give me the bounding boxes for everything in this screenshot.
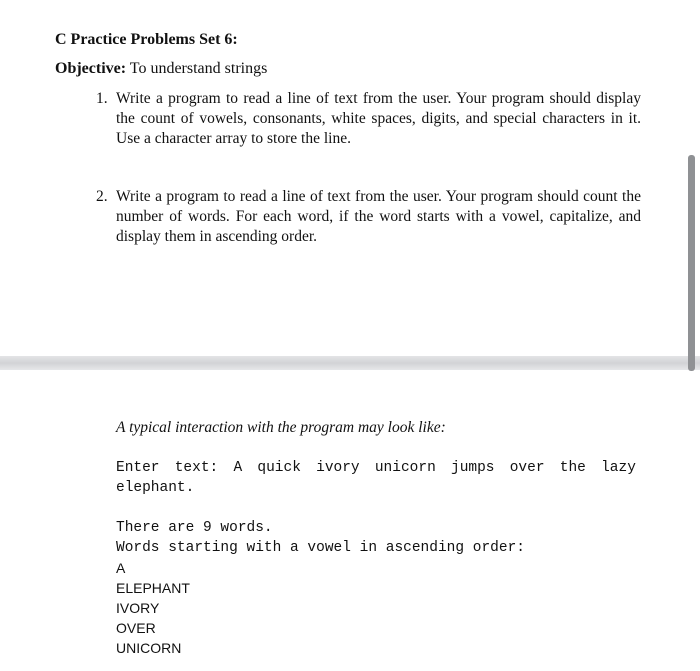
page-title: C Practice Problems Set 6:: [55, 31, 238, 48]
sample-input-line: [116, 458, 636, 478]
list-item: ELEPHANT: [116, 580, 190, 596]
input-word: unicorn: [374, 460, 436, 476]
problem-text: Write a program to read a line of text from the user. Your program should display the count of vowels, consonants, white spaces, digits, and special characters in it. Use a character array to store the line.: [116, 90, 641, 147]
list-item: UNICORN: [116, 640, 182, 656]
scrollbar-thumb[interactable]: [688, 155, 695, 371]
list-item: IVORY: [116, 600, 160, 616]
sample-input-continued: elephant.: [116, 480, 195, 496]
input-word: ivory: [316, 460, 360, 476]
interaction-intro: A typical interaction with the program may look like:: [116, 419, 446, 436]
sorted-heading-line: Words starting with a vowel in ascending order:: [116, 540, 525, 556]
list-item: OVER: [116, 620, 156, 636]
sorted-words-list: [116, 558, 190, 658]
objective-text: To understand strings: [126, 60, 268, 77]
problem-2: [96, 187, 641, 247]
input-word: the: [559, 460, 586, 476]
objective: [55, 60, 267, 78]
problem-number: 2.: [96, 188, 108, 205]
page-separator: [0, 356, 700, 370]
list-item: A: [116, 560, 126, 576]
sample-output: [116, 518, 525, 558]
problem-1: [96, 89, 641, 149]
input-word: lazy: [601, 460, 636, 476]
objective-label: Objective:: [55, 60, 127, 77]
input-word: over: [509, 460, 545, 476]
problem-text: Write a program to read a line of text from the user. Your program should count the number of words. For each word, if the word starts with a vowel, capitalize, and display them in ascending order.: [116, 188, 641, 245]
input-word: quick: [257, 460, 301, 476]
input-word: jumps: [451, 460, 495, 476]
input-word: text:: [174, 460, 219, 476]
sample-input: [116, 458, 636, 498]
word-count-line: There are 9 words.: [116, 520, 273, 536]
problem-number: 1.: [96, 90, 108, 107]
input-word: A: [233, 460, 243, 476]
input-word: Enter: [116, 460, 160, 476]
